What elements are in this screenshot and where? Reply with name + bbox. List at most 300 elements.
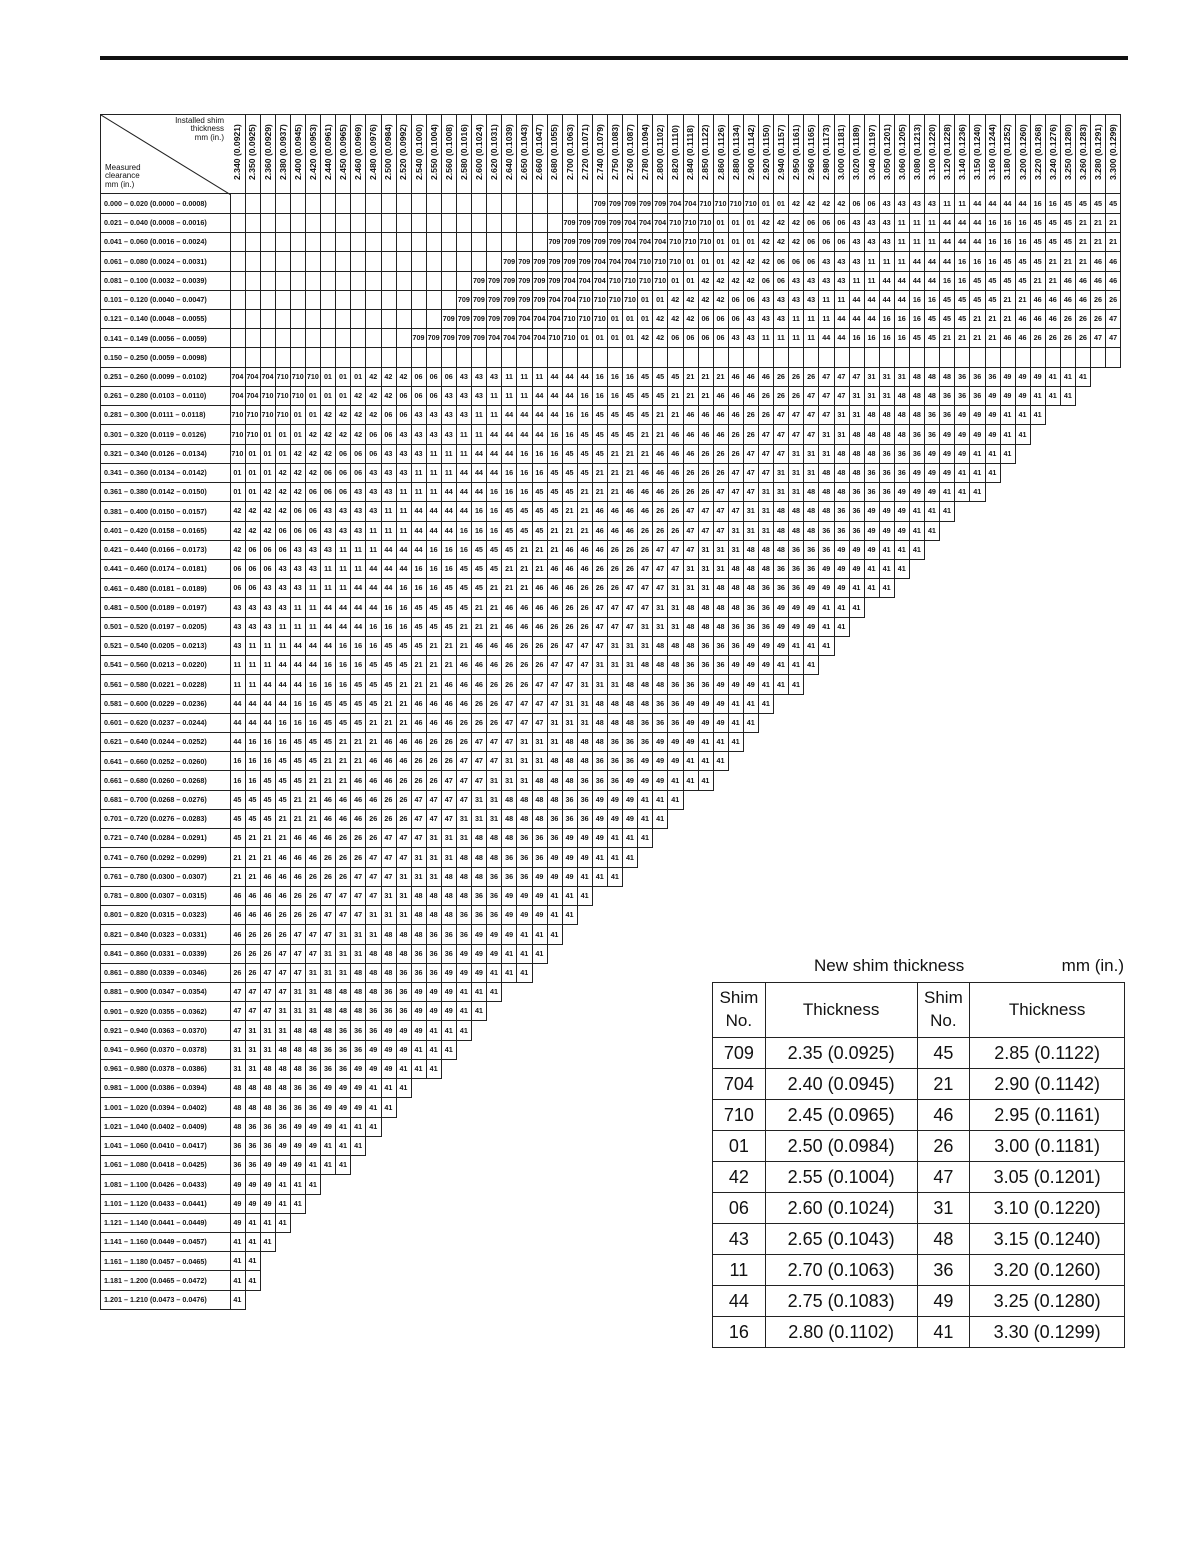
shim-cell: 45 — [517, 502, 533, 522]
shim-cell: 49 — [985, 406, 1001, 426]
shim-cell: 47 — [351, 906, 367, 926]
shim-cell: 49 — [774, 598, 790, 618]
shim-cell: 01 — [623, 329, 639, 349]
shim-cell: 45 — [547, 482, 563, 502]
shim-cell: 36 — [789, 540, 805, 560]
shim-cell: 36 — [396, 982, 412, 1002]
shim-cell: 41 — [819, 636, 835, 656]
shim-cell: 46 — [321, 809, 337, 829]
shim-cell: 06 — [819, 232, 835, 252]
shim-cell: 11 — [487, 386, 503, 406]
shim-cell: 49 — [925, 482, 941, 502]
shim-cell: 48 — [849, 444, 865, 464]
shim-cell: 47 — [608, 617, 624, 637]
shim-cell: 46 — [1076, 290, 1092, 310]
measured-label-line: Measured — [105, 162, 141, 172]
shim-cell: 16 — [457, 521, 473, 541]
shim-cell: 21 — [457, 617, 473, 637]
shim-cell: 36 — [774, 559, 790, 579]
shim-cell: 31 — [532, 752, 548, 772]
shim-cell: 710 — [638, 271, 654, 291]
empty-cell — [819, 348, 835, 368]
shim-cell: 46 — [396, 732, 412, 752]
shim-cell: 45 — [381, 675, 397, 695]
shim-cell: 710 — [683, 232, 699, 252]
shim-cell: 11 — [411, 482, 427, 502]
shim-cell: 43 — [321, 540, 337, 560]
shim-cell: 26 — [789, 386, 805, 406]
empty-cell — [336, 271, 352, 291]
shim-cell: 31 — [306, 963, 322, 983]
shim-cell: 31 — [668, 579, 684, 599]
shim-cell: 36 — [668, 694, 684, 714]
shim-cell: 48 — [759, 559, 775, 579]
measured-clearance-label: 1.161 – 1.180 (0.0457 – 0.0465) — [100, 1252, 231, 1272]
empty-cell — [290, 194, 306, 214]
shim-cell: 36 — [321, 1040, 337, 1060]
shim-cell: 36 — [940, 406, 956, 426]
shim-cell: 41 — [698, 732, 714, 752]
shim-cell: 41 — [683, 771, 699, 791]
shim-cell: 44 — [532, 425, 548, 445]
installed-thickness-header — [230, 114, 246, 194]
shim-cell: 11 — [245, 675, 261, 695]
shim-cell: 36 — [351, 1040, 367, 1060]
shim-cell: 21 — [306, 771, 322, 791]
shim-cell: 16 — [1045, 194, 1061, 214]
shim-cell: 47 — [260, 982, 276, 1002]
measured-clearance-label: 1.121 – 1.140 (0.0441 – 0.0449) — [100, 1213, 231, 1233]
shim-cell: 36 — [336, 1040, 352, 1060]
shim-cell: 31 — [457, 829, 473, 849]
shim-cell: 47 — [502, 713, 518, 733]
shim-cell: 709 — [638, 194, 654, 214]
shim-cell: 41 — [910, 540, 926, 560]
shim-cell: 36 — [623, 732, 639, 752]
shim-cell: 36 — [759, 579, 775, 599]
shim-cell: 41 — [804, 636, 820, 656]
shim-cell: 21 — [638, 444, 654, 464]
shim-cell: 11 — [955, 194, 971, 214]
shim-cell: 49 — [834, 559, 850, 579]
installed-thickness-text: 3.280 (0.1291) — [1093, 124, 1104, 180]
shim-cell: 46 — [1015, 309, 1031, 329]
shim-cell: 41 — [608, 848, 624, 868]
shim-cell: 46 — [653, 482, 669, 502]
shim-cell: 41 — [940, 502, 956, 522]
shim-cell: 26 — [547, 617, 563, 637]
shim-cell: 49 — [925, 463, 941, 483]
shim-cell: 41 — [819, 617, 835, 637]
shim-cell: 43 — [245, 617, 261, 637]
shim-cell: 49 — [728, 656, 744, 676]
shim-cell: 45 — [306, 732, 322, 752]
shim-cell: 46 — [698, 425, 714, 445]
shim-cell: 49 — [275, 1156, 291, 1176]
shim-cell: 41 — [653, 790, 669, 810]
shim-cell: 43 — [804, 290, 820, 310]
shim-cell: 26 — [532, 636, 548, 656]
shim-cell: 47 — [351, 867, 367, 887]
shim-cell: 26 — [592, 559, 608, 579]
shim-cell: 43 — [351, 482, 367, 502]
shim-cell: 49 — [759, 636, 775, 656]
shim-cell: 49 — [698, 694, 714, 714]
shim-cell: 42 — [713, 290, 729, 310]
empty-cell — [940, 348, 956, 368]
shim-cell: 16 — [592, 386, 608, 406]
shim-cell: 48 — [849, 463, 865, 483]
shim-cell: 26 — [1091, 290, 1107, 310]
shim-cell: 41 — [532, 944, 548, 964]
shim-cell: 709 — [411, 329, 427, 349]
shim-cell: 01 — [321, 367, 337, 387]
empty-cell — [306, 213, 322, 233]
empty-cell — [441, 348, 457, 368]
shim-cell: 49 — [321, 1117, 337, 1137]
shim-cell: 48 — [864, 425, 880, 445]
shim-cell: 11 — [381, 521, 397, 541]
shim-cell: 16 — [245, 752, 261, 772]
shim-cell: 11 — [487, 406, 503, 426]
shim-cell: 49 — [411, 982, 427, 1002]
shim-cell: 45 — [457, 579, 473, 599]
shim-cell: 49 — [517, 906, 533, 926]
shim-cell: 49 — [517, 886, 533, 906]
shim-cell: 26 — [623, 559, 639, 579]
shim-cell: 709 — [472, 329, 488, 349]
shim-cell: 45 — [623, 386, 639, 406]
installed-thickness-header — [1015, 114, 1031, 194]
shim-cell: 47 — [804, 425, 820, 445]
shim-cell: 47 — [774, 425, 790, 445]
shim-cell: 06 — [366, 444, 382, 464]
shim-cell: 45 — [547, 502, 563, 522]
shim-cell: 01 — [608, 309, 624, 329]
shim-cell: 48 — [623, 694, 639, 714]
shim-cell: 45 — [925, 329, 941, 349]
empty-cell — [351, 290, 367, 310]
shim-cell: 47 — [472, 732, 488, 752]
shim-cell: 36 — [306, 1059, 322, 1079]
shim-cell: 43 — [925, 194, 941, 214]
shim-cell: 47 — [713, 521, 729, 541]
installed-thickness-text: 3.200 (0.1260) — [1017, 124, 1028, 180]
shim-cell: 49 — [985, 386, 1001, 406]
shim-cell: 31 — [668, 617, 684, 637]
shim-cell: 44 — [970, 213, 986, 233]
shim-cell: 43 — [275, 579, 291, 599]
shim-cell: 26 — [290, 886, 306, 906]
shim-cell: 26 — [245, 925, 261, 945]
empty-cell — [381, 290, 397, 310]
shim-cell: 31 — [426, 848, 442, 868]
shim-cell: 21 — [351, 752, 367, 772]
shim-cell: 42 — [366, 367, 382, 387]
shim-cell: 16 — [457, 540, 473, 560]
shim-cell: 44 — [940, 213, 956, 233]
shim-cell: 31 — [592, 656, 608, 676]
shim-cell: 42 — [321, 406, 337, 426]
shim-cell: 46 — [1030, 309, 1046, 329]
shim-cell: 41 — [743, 713, 759, 733]
shim-cell: 48 — [381, 925, 397, 945]
shim-cell: 06 — [713, 329, 729, 349]
shim-cell: 710 — [713, 194, 729, 214]
shim-cell: 36 — [592, 752, 608, 772]
shim-cell: 36 — [487, 906, 503, 926]
shim-cell: 48 — [290, 1059, 306, 1079]
shim-cell: 21 — [1076, 252, 1092, 272]
shim-cell: 47 — [321, 906, 337, 926]
shim-cell: 49 — [532, 906, 548, 926]
shim-cell: 11 — [275, 617, 291, 637]
shim-cell: 48 — [275, 1040, 291, 1060]
installed-thickness-text: 2.420 (0.0953) — [307, 124, 318, 180]
shim-cell: 45 — [396, 636, 412, 656]
shim-cell: 41 — [245, 1232, 261, 1252]
shim-cell: 48 — [502, 829, 518, 849]
empty-cell — [351, 271, 367, 291]
shim-cell: 41 — [1015, 406, 1031, 426]
shim-number: 44 — [713, 1286, 766, 1317]
shim-cell: 41 — [426, 1059, 442, 1079]
shim-cell: 49 — [487, 925, 503, 945]
shim-cell: 44 — [925, 252, 941, 272]
shim-cell: 41 — [275, 1194, 291, 1214]
empty-cell — [396, 213, 412, 233]
shim-cell: 01 — [653, 290, 669, 310]
empty-cell — [275, 194, 291, 214]
shim-cell: 44 — [1000, 194, 1016, 214]
shim-cell: 43 — [275, 559, 291, 579]
shim-cell: 43 — [396, 463, 412, 483]
shim-cell: 31 — [608, 656, 624, 676]
shim-cell: 26 — [336, 829, 352, 849]
shim-cell: 16 — [441, 540, 457, 560]
shim-cell: 21 — [230, 867, 246, 887]
installed-thickness-header — [1045, 114, 1061, 194]
shim-cell: 43 — [290, 540, 306, 560]
shim-cell: 49 — [562, 829, 578, 849]
shim-cell: 16 — [940, 271, 956, 291]
shim-cell: 41 — [668, 790, 684, 810]
shim-cell: 710 — [653, 252, 669, 272]
shim-cell: 44 — [351, 579, 367, 599]
shim-cell: 16 — [336, 636, 352, 656]
shim-cell: 16 — [321, 656, 337, 676]
shim-cell: 48 — [894, 406, 910, 426]
shim-cell: 41 — [366, 1098, 382, 1118]
shim-cell: 49 — [879, 521, 895, 541]
shim-cell: 16 — [517, 444, 533, 464]
shim-cell: 31 — [411, 867, 427, 887]
shim-cell: 44 — [260, 713, 276, 733]
shim-cell: 49 — [879, 502, 895, 522]
shim-cell: 45 — [668, 367, 684, 387]
shim-cell: 11 — [366, 521, 382, 541]
shim-cell: 704 — [502, 329, 518, 349]
shim-cell: 44 — [472, 482, 488, 502]
shim-cell: 48 — [441, 886, 457, 906]
shim-cell: 48 — [517, 790, 533, 810]
shim-cell: 43 — [819, 252, 835, 272]
installed-thickness-text: 2.900 (0.1142) — [745, 124, 756, 180]
shim-cell: 31 — [562, 694, 578, 714]
shim-cell: 16 — [275, 732, 291, 752]
shim-cell: 21 — [321, 771, 337, 791]
shim-cell: 42 — [381, 386, 397, 406]
shim-cell: 44 — [849, 290, 865, 310]
shim-cell: 46 — [608, 502, 624, 522]
shim-cell: 49 — [245, 1194, 261, 1214]
shim-cell: 45 — [381, 636, 397, 656]
shim-cell: 45 — [366, 694, 382, 714]
empty-cell — [1045, 348, 1061, 368]
shim-cell: 06 — [306, 521, 322, 541]
shim-cell: 48 — [562, 771, 578, 791]
shim-cell: 46 — [411, 694, 427, 714]
shim-cell: 709 — [562, 213, 578, 233]
shim-cell: 11 — [879, 252, 895, 272]
shim-cell: 48 — [336, 1002, 352, 1022]
shim-cell: 48 — [230, 1079, 246, 1099]
shim-cell: 36 — [804, 559, 820, 579]
shim-cell: 36 — [864, 482, 880, 502]
shim-cell: 46 — [532, 579, 548, 599]
shim-cell: 48 — [789, 502, 805, 522]
shim-cell: 710 — [608, 271, 624, 291]
shim-cell: 26 — [230, 944, 246, 964]
shim-cell: 36 — [592, 771, 608, 791]
installed-thickness-text: 2.580 (0.1016) — [458, 124, 469, 180]
shim-cell: 46 — [713, 406, 729, 426]
shim-cell: 46 — [713, 425, 729, 445]
shim-cell: 01 — [713, 252, 729, 272]
empty-cell — [668, 348, 684, 368]
installed-thickness-text: 3.140 (0.1236) — [957, 124, 968, 180]
shim-cell: 46 — [321, 790, 337, 810]
shim-cell: 43 — [230, 617, 246, 637]
shim-cell: 45 — [290, 752, 306, 772]
shim-cell: 44 — [547, 406, 563, 426]
installed-thickness-header — [411, 114, 427, 194]
shim-cell: 21 — [441, 656, 457, 676]
shim-cell: 11 — [426, 463, 442, 483]
legend-title-row — [712, 956, 1126, 982]
shim-cell: 45 — [260, 771, 276, 791]
shim-cell: 41 — [411, 1040, 427, 1060]
shim-cell: 26 — [426, 732, 442, 752]
installed-thickness-text: 2.650 (0.1043) — [519, 124, 530, 180]
shim-cell: 704 — [638, 232, 654, 252]
shim-cell: 16 — [562, 425, 578, 445]
shim-cell: 16 — [396, 579, 412, 599]
shim-cell: 48 — [336, 982, 352, 1002]
shim-cell: 26 — [366, 829, 382, 849]
shim-cell: 42 — [366, 406, 382, 426]
shim-cell: 47 — [275, 963, 291, 983]
shim-cell: 06 — [759, 271, 775, 291]
shim-cell: 11 — [306, 598, 322, 618]
shim-cell: 44 — [472, 463, 488, 483]
shim-cell: 16 — [275, 713, 291, 733]
shim-cell: 45 — [230, 829, 246, 849]
legend-row — [713, 1069, 1125, 1100]
shim-cell: 11 — [245, 636, 261, 656]
empty-cell — [230, 348, 246, 368]
shim-cell: 21 — [275, 829, 291, 849]
shim-cell: 45 — [260, 809, 276, 829]
shim-cell: 36 — [819, 540, 835, 560]
shim-cell: 48 — [925, 367, 941, 387]
shim-cell: 41 — [1000, 406, 1016, 426]
shim-cell: 47 — [411, 790, 427, 810]
shim-cell: 41 — [1061, 367, 1077, 387]
shim-cell: 46 — [713, 386, 729, 406]
installed-thickness-text: 3.100 (0.1220) — [926, 124, 937, 180]
grid-corner-header — [100, 114, 230, 194]
shim-cell: 06 — [698, 309, 714, 329]
shim-cell: 49 — [608, 809, 624, 829]
shim-cell: 16 — [396, 598, 412, 618]
shim-cell: 06 — [336, 444, 352, 464]
measured-clearance-label: 0.701 – 0.720 (0.0276 – 0.0283) — [100, 809, 231, 829]
shim-cell: 48 — [804, 502, 820, 522]
shim-cell: 47 — [487, 752, 503, 772]
shim-cell: 31 — [245, 1059, 261, 1079]
shim-cell: 21 — [472, 598, 488, 618]
shim-cell: 48 — [668, 636, 684, 656]
shim-cell: 01 — [275, 444, 291, 464]
installed-thickness-text: 2.640 (0.1039) — [504, 124, 515, 180]
shim-cell: 26 — [1076, 309, 1092, 329]
shim-cell: 16 — [1000, 213, 1016, 233]
empty-cell — [985, 348, 1001, 368]
shim-cell: 11 — [925, 232, 941, 252]
shim-cell: 704 — [668, 194, 684, 214]
shim-cell: 36 — [457, 925, 473, 945]
shim-cell: 47 — [321, 886, 337, 906]
installed-thickness-header — [457, 114, 473, 194]
empty-cell — [441, 213, 457, 233]
shim-cell: 45 — [396, 656, 412, 676]
installed-shim-label — [175, 117, 224, 142]
shim-cell: 31 — [245, 1040, 261, 1060]
empty-cell — [306, 329, 322, 349]
shim-cell: 710 — [547, 329, 563, 349]
empty-cell — [230, 290, 246, 310]
shim-cell: 46 — [487, 636, 503, 656]
shim-cell: 45 — [1045, 232, 1061, 252]
shim-cell: 41 — [441, 1021, 457, 1041]
shim-cell: 48 — [774, 540, 790, 560]
shim-cell: 45 — [623, 425, 639, 445]
shim-cell: 41 — [260, 1213, 276, 1233]
shim-cell: 44 — [864, 290, 880, 310]
shim-cell: 31 — [759, 521, 775, 541]
shim-cell: 42 — [713, 271, 729, 291]
empty-cell — [517, 348, 533, 368]
shim-cell: 43 — [306, 540, 322, 560]
shim-cell: 710 — [592, 290, 608, 310]
shim-cell: 47 — [230, 982, 246, 1002]
shim-cell: 43 — [743, 329, 759, 349]
shim-cell: 49 — [457, 944, 473, 964]
shim-cell: 47 — [245, 1002, 261, 1022]
empty-cell — [683, 348, 699, 368]
shim-cell: 48 — [894, 425, 910, 445]
